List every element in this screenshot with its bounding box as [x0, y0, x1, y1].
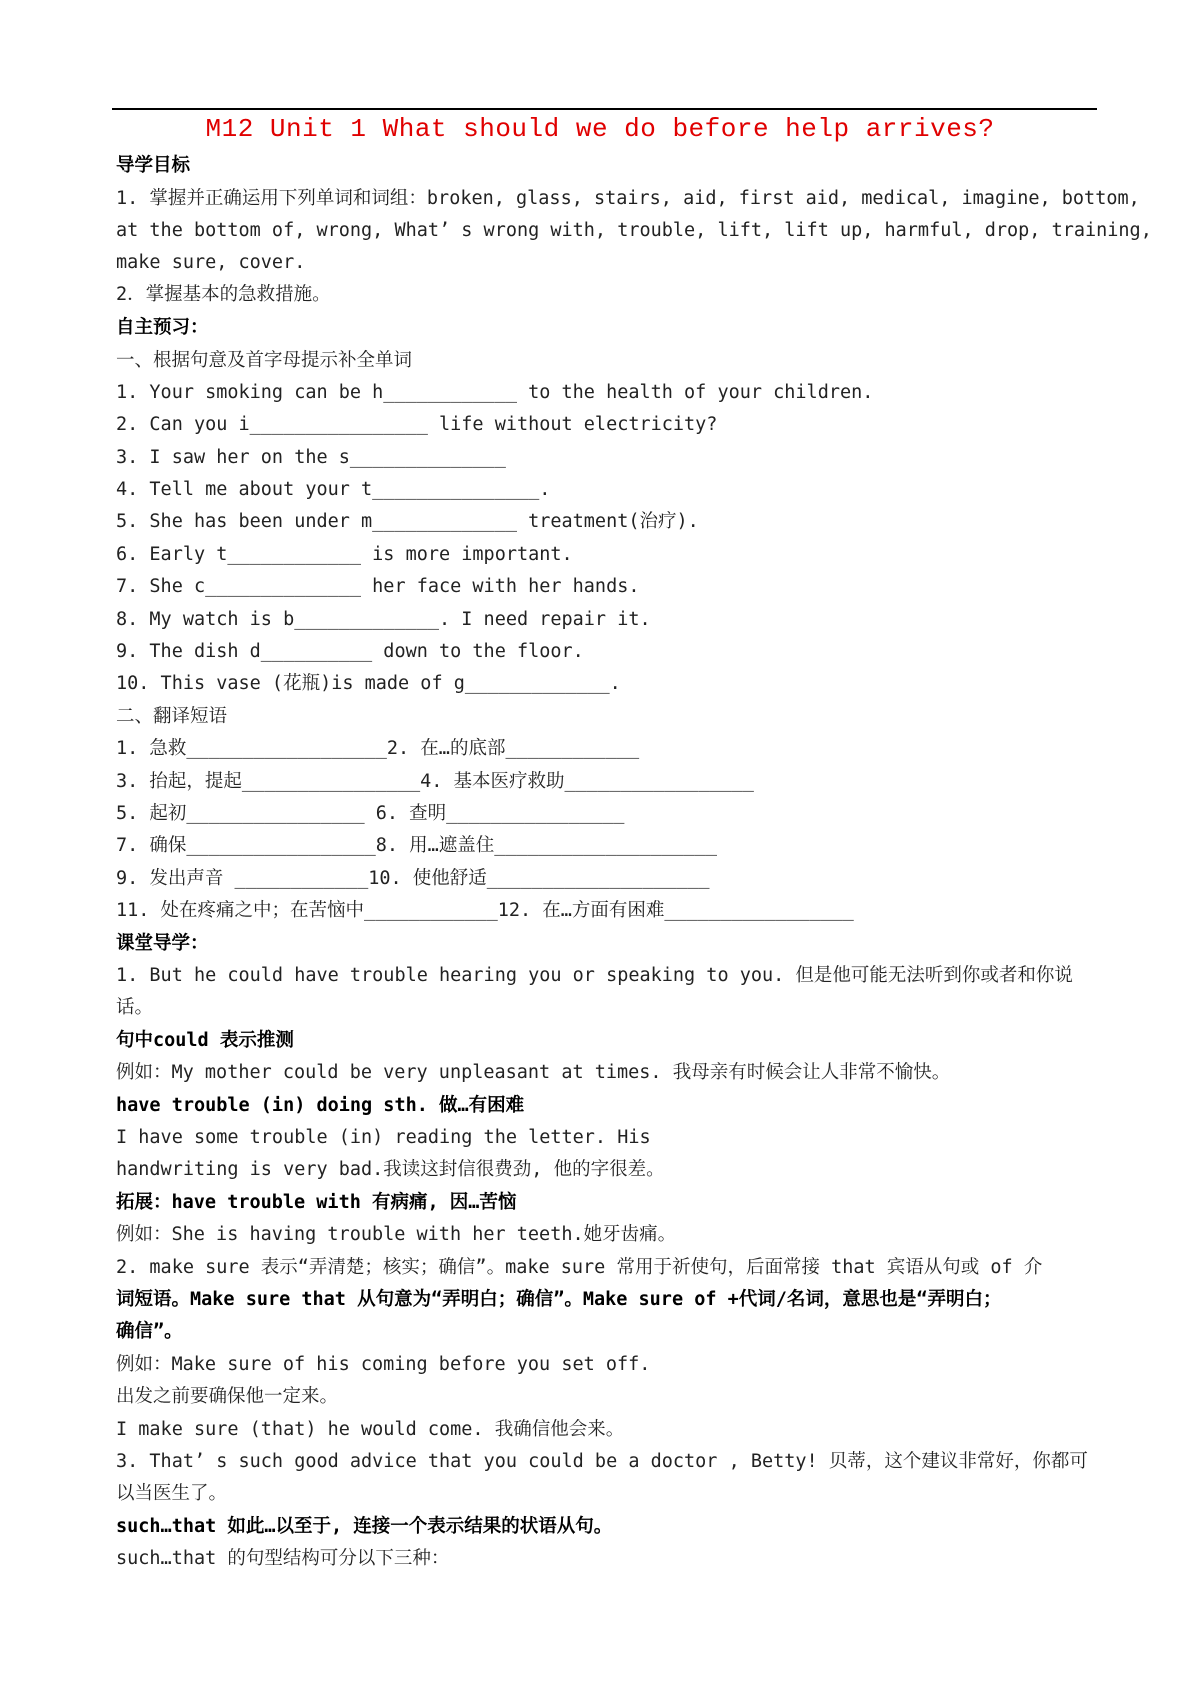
grammar-heading: 句中could 表示推测: [116, 1030, 294, 1051]
exercise-line: 3. I saw her on the s______________: [116, 447, 506, 468]
text-line: I make sure (that) he would come. 我确信他会来。: [116, 1419, 625, 1440]
section-heading: 导学目标: [116, 155, 191, 176]
exercise-line: 7. 确保_________________8. 用…遮盖住____________________: [116, 835, 718, 856]
text-line: handwriting is very bad.我读这封信很费劲, 他的字很差。: [116, 1159, 665, 1180]
text-line: 话。: [116, 997, 154, 1018]
subsection-heading: 一、根据句意及首字母提示补全单词: [116, 350, 413, 371]
exercise-line: 4. Tell me about your t_______________.: [116, 479, 551, 500]
exercise-line: 7. She c______________ her face with her hands.: [116, 576, 640, 597]
text-line: 1. But he could have trouble hearing you or speaking to you. 但是他可能无法听到你或者和你说: [116, 965, 1073, 986]
exercise-line: 9. The dish d__________ down to the floor.: [116, 641, 584, 662]
section-heading: 课堂导学：: [116, 933, 209, 954]
text-line: 以当医生了。: [116, 1483, 228, 1504]
exercise-line: 6. Early t____________ is more important.: [116, 544, 573, 565]
text-line: 词短语。Make sure that 从句意为“弄明白；确信”。Make sure of +代词/名词，意思也是“弄明白；: [116, 1289, 1002, 1310]
grammar-heading: have trouble (in) doing sth. 做…有困难: [116, 1095, 525, 1116]
subsection-heading: 二、翻译短语: [116, 706, 228, 727]
exercise-line: 9. 发出声音 ____________10. 使他舒适____________________: [116, 868, 710, 889]
exercise-line: 5. She has been under m_____________ treatment(治疗).: [116, 511, 699, 532]
exercise-line: 1. 急救__________________2. 在…的底部____________: [116, 738, 640, 759]
text-line: 2. make sure 表示“弄清楚；核实；确信”。make sure 常用于祈使句，后面常接 that 宾语从句或 of 介: [116, 1257, 1043, 1278]
exercise-line: 1. Your smoking can be h____________ to the health of your children.: [116, 382, 874, 403]
page-title: M12 Unit 1 What should we do before help arrives?: [205, 114, 995, 144]
exercise-line: 5. 起初________________ 6. 查明________________: [116, 803, 625, 824]
text-line: at the bottom of, wrong, What’ s wrong with, trouble, lift, lift up, harmful, drop, training,: [116, 220, 1152, 241]
exercise-line: 2. Can you i________________ life without electricity?: [116, 414, 718, 435]
text-line: 出发之前要确保他一定来。: [116, 1386, 339, 1407]
text-line: I have some trouble (in) reading the letter. His: [116, 1127, 651, 1148]
text-line: make sure, cover.: [116, 252, 306, 273]
exercise-line: 11. 处在疼痛之中；在苦恼中____________12. 在…方面有困难_________________: [116, 900, 854, 921]
exercise-line: 3. 抬起，提起________________4. 基本医疗救助_________________: [116, 771, 754, 792]
section-heading: 自主预习：: [116, 317, 209, 338]
text-line: 3. That’ s such good advice that you could be a doctor , Betty! 贝蒂，这个建议非常好，你都可: [116, 1451, 1088, 1472]
text-line: 例如：She is having trouble with her teeth.她牙齿痛。: [116, 1224, 677, 1245]
text-line: such…that 的句型结构可分以下三种：: [116, 1548, 450, 1569]
text-line: 例如：My mother could be very unpleasant at times. 我母亲有时候会让人非常不愉快。: [116, 1062, 951, 1083]
grammar-heading: 拓展：have trouble with 有病痛, 因…苦恼: [116, 1192, 517, 1213]
grammar-heading: such…that 如此…以至于, 连接一个表示结果的状语从句。: [116, 1516, 613, 1537]
text-line: 例如：Make sure of his coming before you set off.: [116, 1354, 651, 1375]
exercise-line: 8. My watch is b_____________. I need repair it.: [116, 609, 651, 630]
text-line: 1. 掌握并正确运用下列单词和词组：broken, glass, stairs, aid, first aid, medical, imagine, bottom,: [116, 188, 1140, 209]
text-line: 确信”。: [116, 1321, 183, 1342]
header-rule: [112, 108, 1097, 110]
text-line: 2．掌握基本的急救措施。: [116, 284, 331, 305]
exercise-line: 10. This vase (花瓶)is made of g_____________.: [116, 673, 621, 694]
